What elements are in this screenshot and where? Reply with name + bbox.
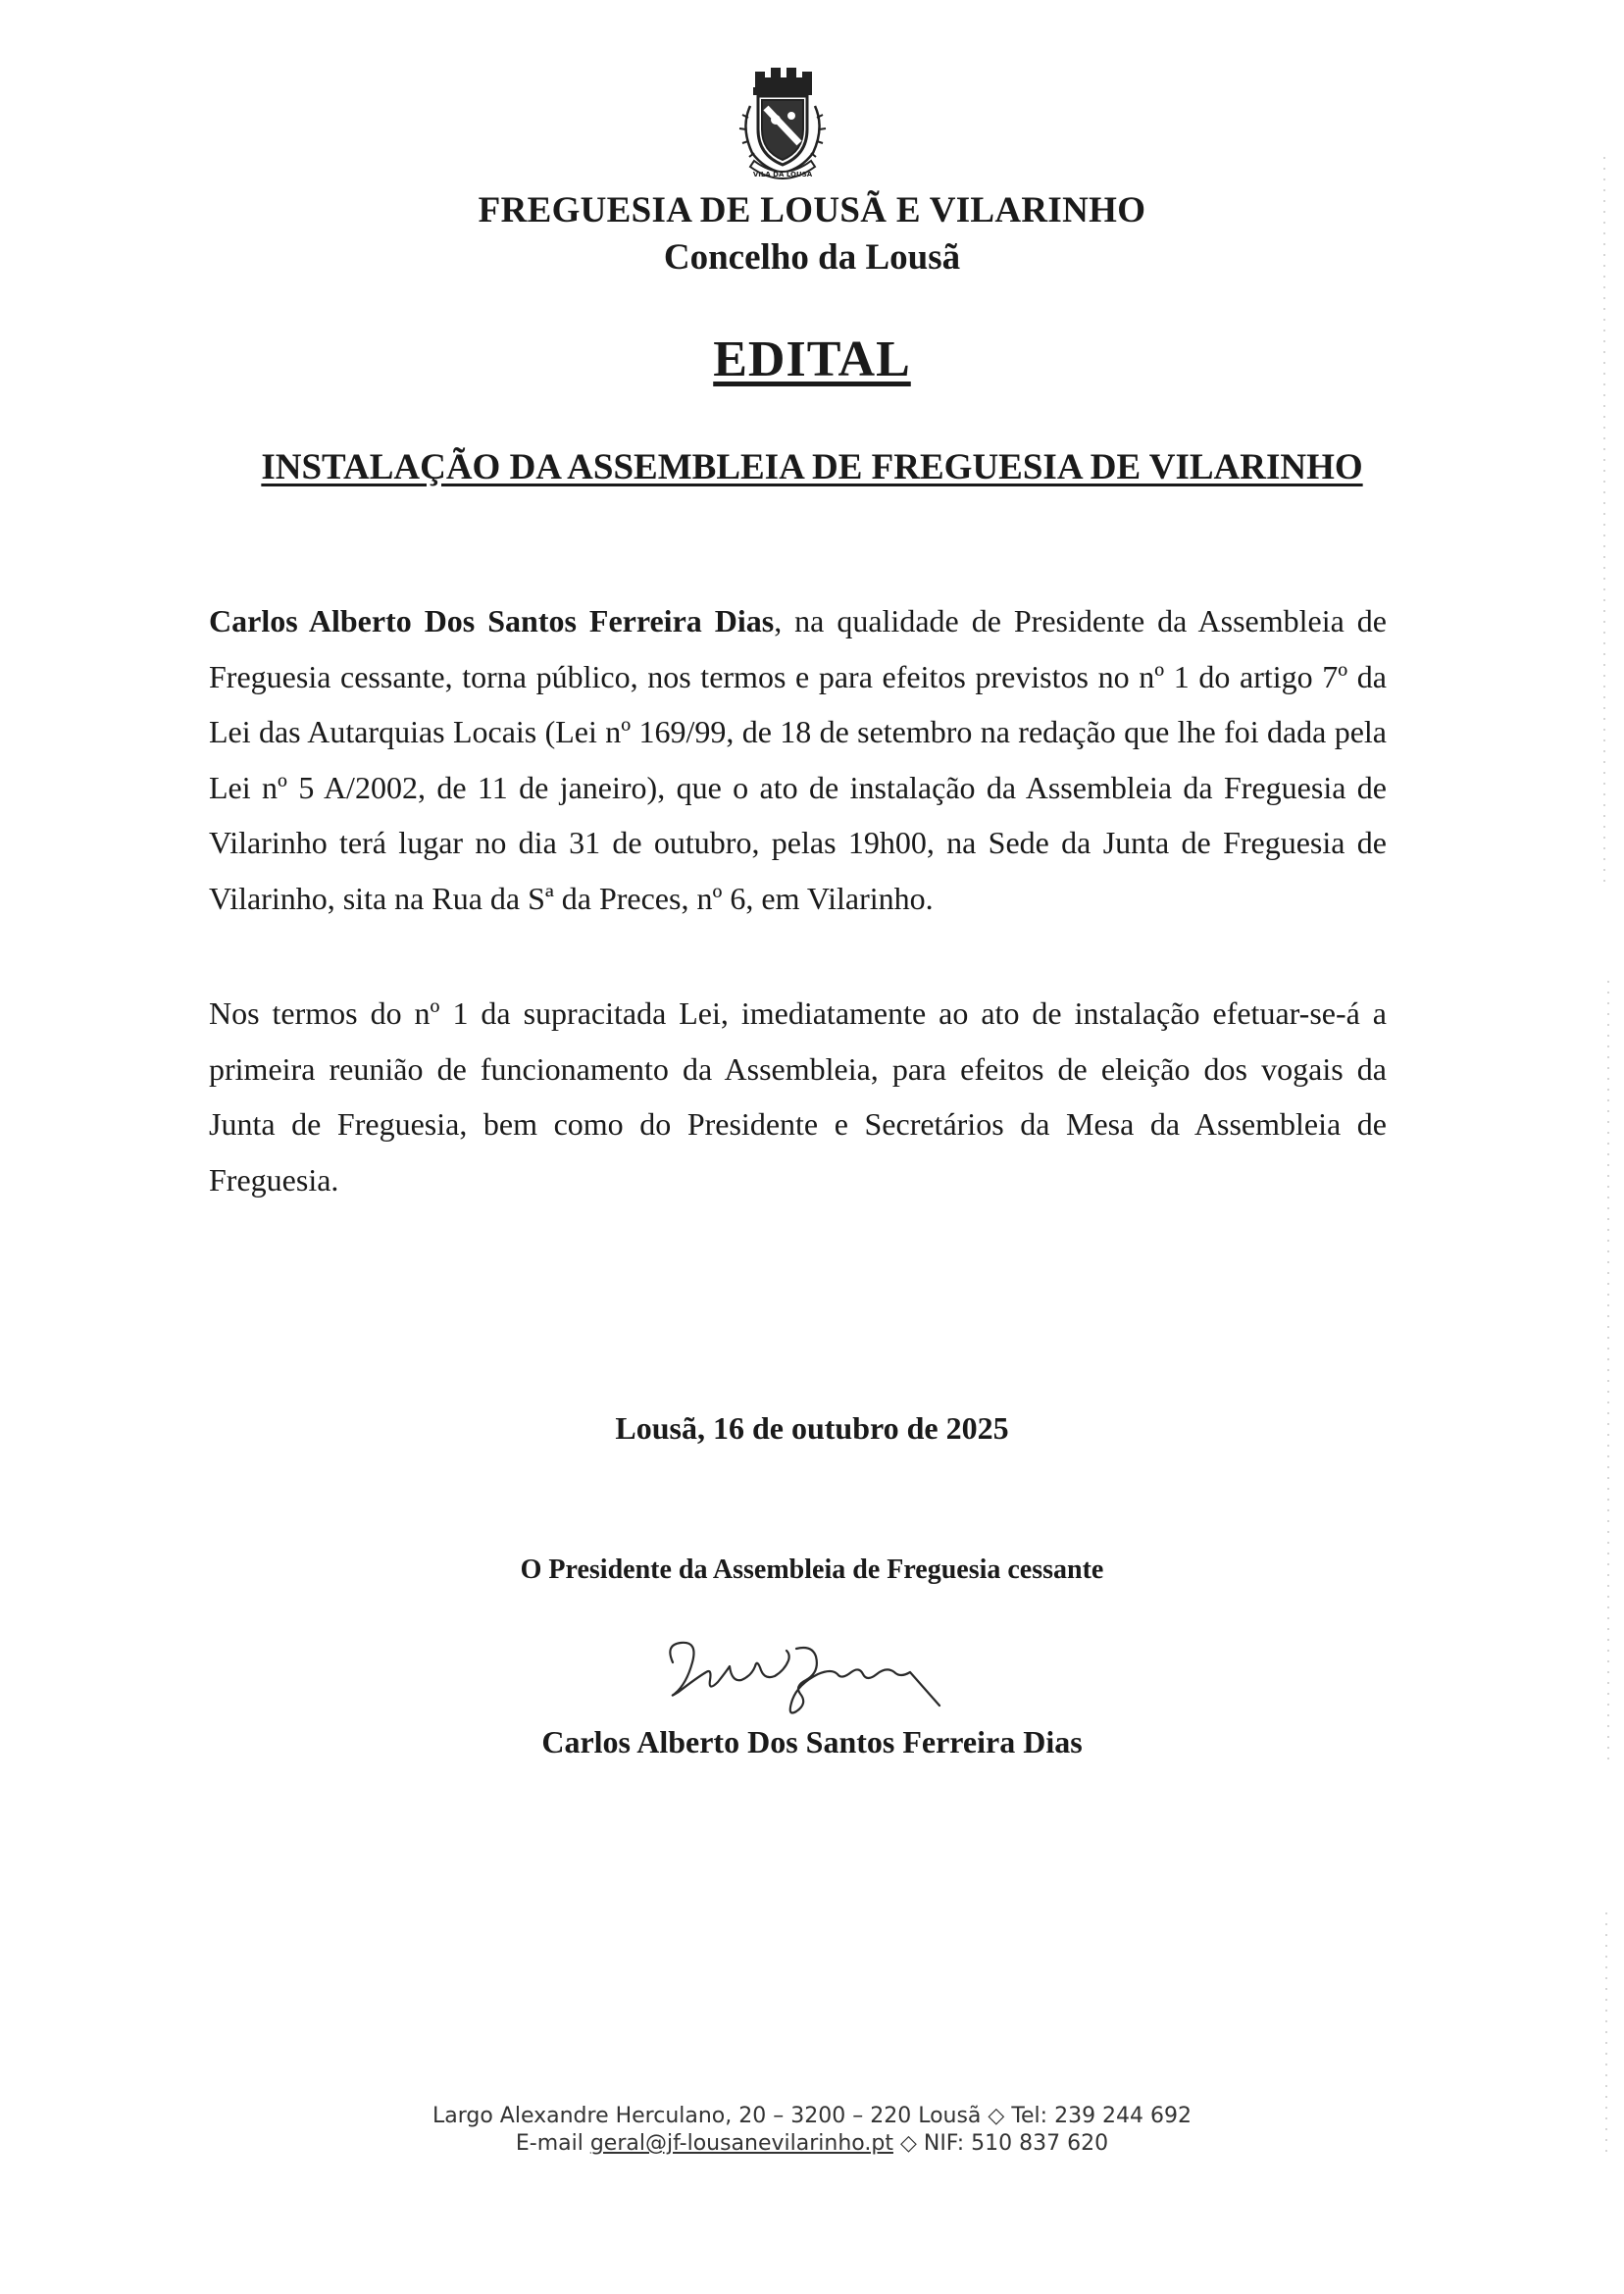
- body-paragraph-1: [209, 593, 1387, 927]
- announcer-name: Carlos Alberto Dos Santos Ferreira Dias: [209, 603, 775, 638]
- nif-text: ◇ NIF: 510 837 620: [892, 2131, 1109, 2156]
- footer-contact: [0, 2131, 1624, 2156]
- document-subject: INSTALAÇÃO DA ASSEMBLEIA DE FREGUESIA DE VILARINHO: [261, 447, 1363, 487]
- email-link[interactable]: geral@jf-lousanevilarinho.pt: [589, 2131, 893, 2156]
- body-paragraph-2: Nos termos do nº 1 da supracitada Lei, imediatamente ao ato de instalação efetuar-se-á a primeira reunião de funcionamento da Assembleia, para efeitos de eleição dos vogais da Junta de Freguesia, bem como do Presidente e Secretários da Mesa da Assembleia de Freguesia.: [209, 995, 1387, 1198]
- paragraph-1-text: , na qualidade de Presidente da Assembleia de Freguesia cessante, torna público, nos termos e para efeitos previstos no nº 1 do artigo 7º da Lei das Autarquias Locais (Lei nº 169/99, de 18 de setembro na redação que lhe foi dada pela Lei nº 5 A/2002, de 11 de janeiro), que o ato de instalação da Assembleia da Freguesia de Vilarinho terá lugar no dia 31 de outubro, pelas 19h00, na Sede da Junta de Freguesia de Vilarinho, sita na Rua da Sª da Preces, nº 6, em Vilarinho.: [209, 603, 1387, 916]
- coat-of-arms-icon: [719, 59, 846, 186]
- place-and-date: Lousã, 16 de outubro de 2025: [615, 1410, 1009, 1446]
- signer-role: O Presidente da Assembleia de Freguesia cessante: [520, 1555, 1104, 1585]
- signer-name: Carlos Alberto Dos Santos Ferreira Dias: [541, 1724, 1083, 1759]
- footer-address: Largo Alexandre Herculano, 20 – 3200 – 220 Lousã ◇ Tel: 239 244 692: [431, 2104, 1193, 2128]
- municipality-name: Concelho da Lousã: [663, 237, 961, 278]
- document-title: EDITAL: [713, 331, 911, 387]
- organization-name: FREGUESIA DE LOUSÃ E VILARINHO: [478, 190, 1146, 230]
- crest-motto: VILA DA LOUSÃ: [752, 171, 813, 178]
- email-label: E-mail: [515, 2131, 590, 2156]
- scan-edge-marks: [1565, 0, 1624, 2294]
- handwritten-signature: [659, 1623, 973, 1731]
